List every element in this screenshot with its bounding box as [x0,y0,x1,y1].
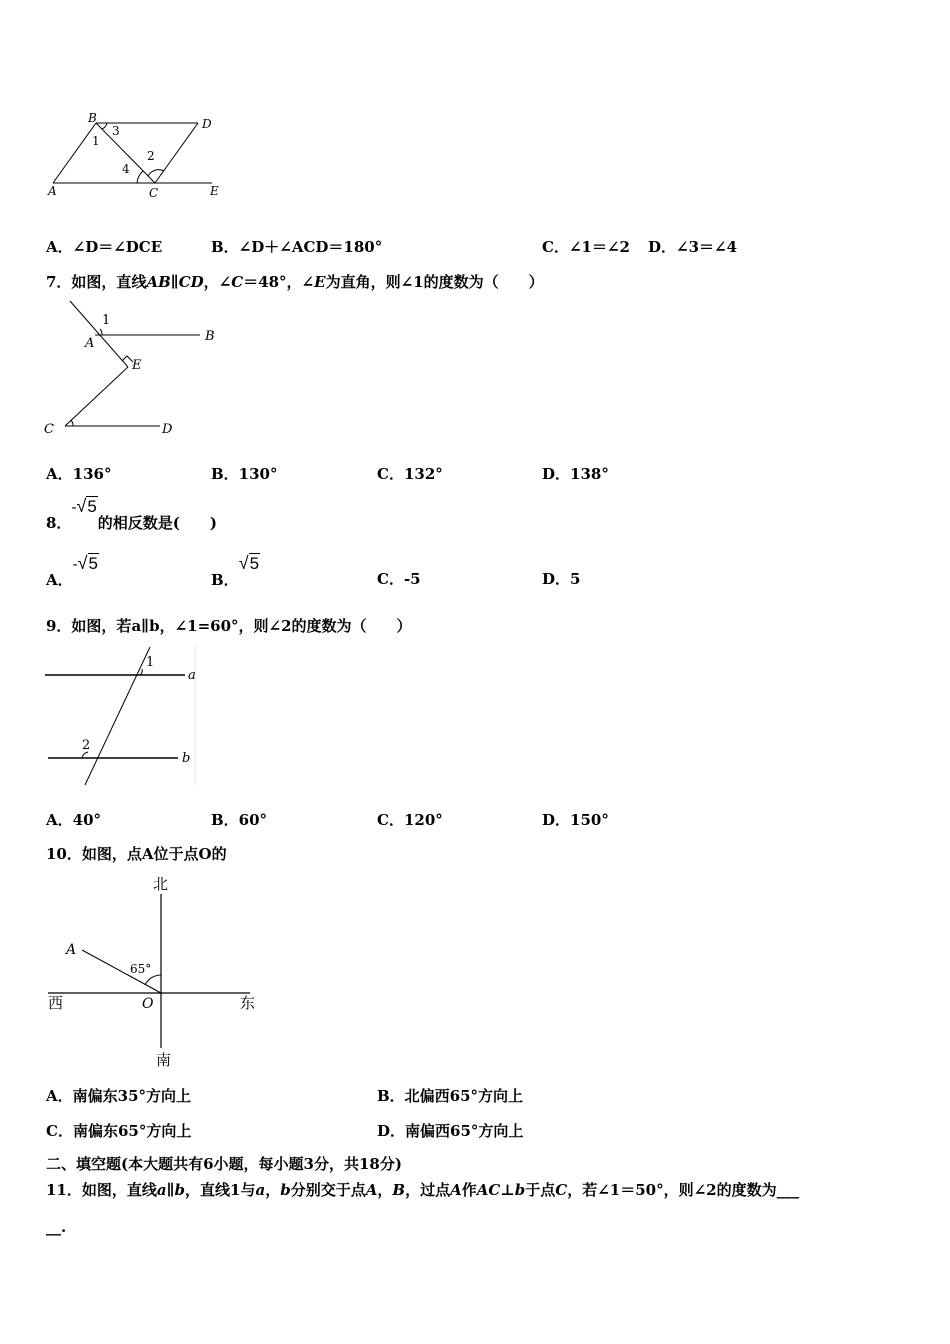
q9-figure [40,645,205,790]
q8-option-a-expression [73,553,99,574]
q11-point-A: A [365,1181,378,1199]
q8-stem [46,496,217,532]
q8-option-a-label: A． [46,571,73,589]
q10-option-b: B．北偏西65°方向上 [377,1087,524,1105]
q9-option-c: C．120° [377,811,443,829]
q10-option-a: A．南偏东35°方向上 [46,1087,192,1105]
q10-stem: 10．如图，点A位于点O的 [46,845,227,863]
q7-label-B: B [205,329,215,344]
q10-compass-figure [40,870,270,1070]
q8-option-b-expression [239,553,260,574]
q11-part-9: ，若∠1＝50°，则∠2的度数为___ [567,1181,800,1199]
q8-option-b [211,553,260,589]
q8-option-a-minus: - [72,556,78,573]
q8-option-a [46,553,99,589]
q9-label-2: 2 [82,738,91,753]
q7-stem-start: 7．如图，直线 [46,273,147,291]
q9-label-a: a [188,668,196,683]
q7-option-d: D．138° [542,465,609,483]
q6-label-3: 3 [112,124,120,138]
radical-sign-icon: √ [76,496,87,516]
q7-option-c: C．132° [377,465,443,483]
q8-stem-tail: 的相反数是( ) [97,514,217,532]
q8-option-c: C．-5 [377,570,421,588]
radical-sign-icon: √ [238,553,249,573]
compass-west-label: 西 [48,994,64,1012]
q11-part-3: ， [265,1181,281,1199]
q7-label-1: 1 [102,313,111,328]
q11-part-7: 作 [461,1181,477,1199]
q7-stem-tail: 为直角，则∠1的度数为（ ） [325,273,544,291]
q6-label-E: E [210,184,219,198]
radical-sign-icon: √ [77,553,88,573]
q10-label-O: O [142,996,154,1012]
q7-stem-mid1: ，∠ [203,273,232,291]
q6-label-A: A [48,184,57,198]
q11-perpendicular: AC⊥b [476,1181,526,1199]
q10-option-d: D．南偏西65°方向上 [377,1122,524,1140]
q11-part-5: ， [377,1181,393,1199]
q8-number: 8． [46,514,72,532]
q6-label-B: B [88,111,97,125]
q11-answer-blank-continued: __. [46,1218,67,1236]
q7-option-a: A．136° [46,465,112,483]
q7-option-b: B．130° [211,465,278,483]
q11-part-1: 11．如图，直线 [46,1181,157,1199]
q8-option-b-radicand: 5 [249,554,260,573]
q8-expression [71,496,97,517]
q7-label-E: E [132,358,142,373]
q6-label-D: D [202,117,212,131]
q11-part-6: ，过点 [405,1181,451,1199]
q7-angle-c: C [231,273,244,291]
compass-east-label: 东 [240,994,256,1012]
q9-label-b: b [182,751,191,766]
q6-option-b: B．∠D＋∠ACD＝180° [211,238,383,256]
q11-part-8: 于点 [525,1181,556,1199]
q6-option-c: C．∠1＝∠2 [542,238,630,256]
q6-option-a: A．∠D＝∠DCE [46,238,163,256]
q11-stem [46,1179,799,1200]
q8-option-d: D．5 [542,570,581,588]
q8-option-b-label: B． [211,571,239,589]
q7-angle-e: E [314,273,326,291]
q8-radicand: 5 [87,497,97,516]
q11-point-A2: A [450,1181,462,1199]
q7-label-D: D [162,422,173,437]
q9-label-1: 1 [146,655,155,670]
q7-figure [40,296,230,446]
q6-label-C: C [149,186,159,200]
compass-south-label: 南 [156,1051,172,1069]
section-heading-fill-in: 二、填空题(本大题共有6小题，每小题3分，共18分) [46,1155,402,1173]
q7-label-C: C [44,422,54,437]
q6-option-d: D．∠3＝∠4 [648,238,738,256]
q9-option-b: B．60° [211,811,268,829]
q7-ab-cd: AB∥CD [146,273,204,291]
q6-label-1: 1 [92,134,100,148]
q10-option-c: C．南偏东65°方向上 [46,1122,192,1140]
q11-line-b: b [280,1181,291,1199]
q7-label-A: A [85,336,95,351]
q7-stem [46,271,544,292]
q9-stem: 9．如图，若a∥b，∠1=60°，则∠2的度数为（ ） [46,617,412,635]
q7-stem-mid2: ＝48°，∠ [243,273,315,291]
q6-label-2: 2 [147,149,155,163]
q8-minus: - [71,499,77,516]
q6-label-4: 4 [122,162,130,176]
q10-angle-label: 65° [130,962,152,976]
q10-label-A: A [66,942,77,958]
q6-figure [40,105,240,205]
q11-point-C: C [555,1181,568,1199]
q8-option-a-radicand: 5 [88,554,98,573]
q9-option-a: A．40° [46,811,102,829]
q11-part-2: ，直线1与 [185,1181,256,1199]
compass-north-label: 北 [153,875,169,893]
q11-part-4: 分别交于点 [290,1181,366,1199]
q11-line-a: a [255,1181,266,1199]
q11-point-B: B [392,1181,406,1199]
q11-parallel: a∥b [156,1181,186,1199]
q9-option-d: D．150° [542,811,609,829]
